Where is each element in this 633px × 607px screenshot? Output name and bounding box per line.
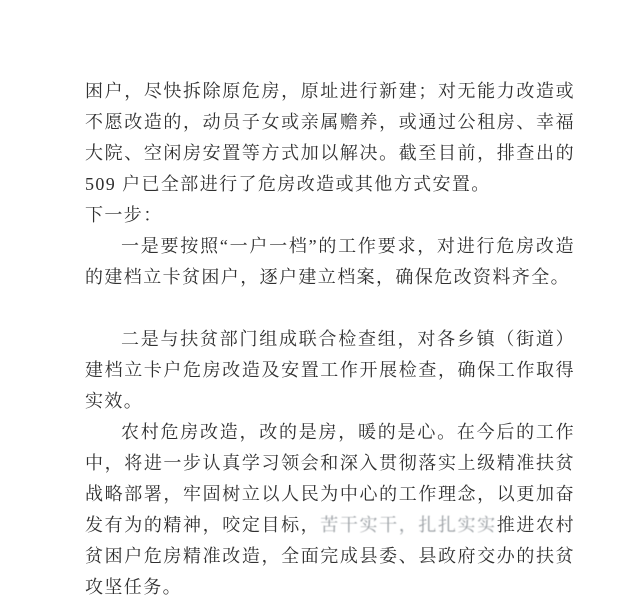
text-run: 推进农村贫困户危房精准改造，全面完成县委、县政府交办的扶贫攻坚任务。 — [85, 515, 575, 597]
paragraph — [85, 76, 575, 200]
paragraph — [85, 231, 575, 293]
text-run: 下一步： — [85, 205, 163, 225]
paragraph — [85, 324, 575, 417]
paragraph — [85, 417, 575, 603]
document-content — [85, 76, 575, 603]
text-run: 困户，尽快拆除原危房，原址进行新建；对无能力改造或不愿改造的，动员子女或亲属赡养，或通过公租房、幸福大院、空闲房安置等方式加以解决。截至目前，排查出的 509 户已全部进行了危房改造或其他方式安置。 — [85, 81, 575, 194]
paragraph — [85, 200, 575, 231]
text-run: 二是与扶贫部门组成联合检查组，对各乡镇（街道）建档立卡户危房改造及安置工作开展检查，确保工作取得实效。 — [85, 329, 575, 411]
faded-text-run: 苦干实干，扎扎实实 — [320, 515, 497, 535]
text-run: 一是要按照“一户一档”的工作要求，对进行危房改造的建档立卡贫困户，逐户建立档案，确保危改资料齐全。 — [85, 236, 575, 287]
text-run: 农村危房改造，改的是房，暖的是心。在今后的工作中，将进一步认真学习领会和深入贯彻落实上级精准扶贫战略部署，牢固树立以人民为中心的工作理念，以更加奋发有为的精神，咬定目标， — [85, 422, 575, 535]
